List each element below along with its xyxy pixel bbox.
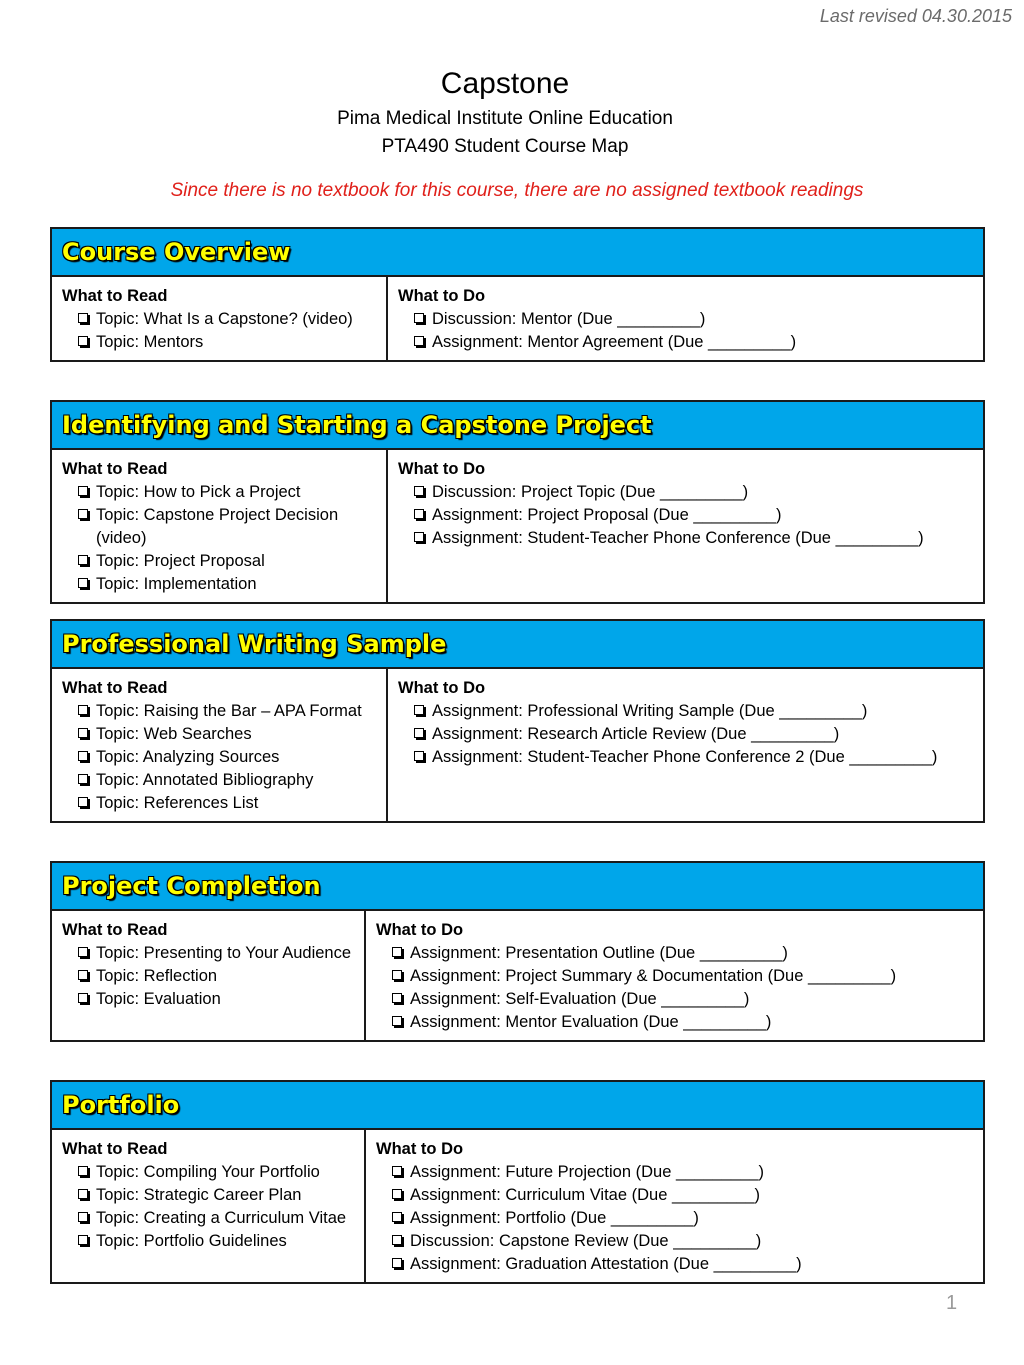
task-item: Discussion: Capstone Review (Due _________) <box>390 1230 973 1253</box>
task-item: Assignment: Future Projection (Due _________) <box>390 1161 973 1184</box>
task-list <box>398 481 973 550</box>
reading-list <box>62 700 376 815</box>
section-title: Course Overview <box>52 229 983 277</box>
what-to-do-heading: What to Do <box>398 287 486 305</box>
task-item: Assignment: Research Article Review (Due _________) <box>412 723 973 746</box>
reading-item: Topic: Evaluation <box>76 988 354 1011</box>
reading-item: Topic: Presenting to Your Audience <box>76 942 354 965</box>
institution-name: Pima Medical Institute Online Education <box>337 108 673 129</box>
section-body <box>52 1130 983 1282</box>
last-revised-date: Last revised 04.30.2015 <box>819 6 1012 26</box>
reading-item: Topic: Strategic Career Plan <box>76 1184 354 1207</box>
reading-item: Topic: References List <box>76 792 376 815</box>
section-title: Project Completion <box>52 863 983 911</box>
reading-item: Topic: Raising the Bar – APA Format <box>76 700 376 723</box>
task-item: Assignment: Graduation Attestation (Due _________) <box>390 1253 973 1276</box>
reading-item: Topic: How to Pick a Project <box>76 481 376 504</box>
task-item: Discussion: Mentor (Due _________) <box>412 308 973 331</box>
section-5 <box>50 1080 985 1284</box>
what-to-read-heading: What to Read <box>62 679 168 697</box>
reading-list <box>62 1161 354 1253</box>
task-item: Assignment: Project Summary & Documentation (Due _________) <box>390 965 973 988</box>
task-item: Assignment: Presentation Outline (Due _________) <box>390 942 973 965</box>
section-2 <box>50 400 985 604</box>
what-to-read-column <box>52 911 366 1040</box>
task-item: Assignment: Mentor Evaluation (Due _________) <box>390 1011 973 1034</box>
what-to-read-heading: What to Read <box>62 460 168 478</box>
task-item: Assignment: Student-Teacher Phone Conference 2 (Due _________) <box>412 746 973 769</box>
task-list <box>376 1161 973 1276</box>
task-item: Discussion: Project Topic (Due _________) <box>412 481 973 504</box>
what-to-do-heading: What to Do <box>376 1140 464 1158</box>
task-item: Assignment: Student-Teacher Phone Conference (Due _________) <box>412 527 973 550</box>
what-to-do-heading: What to Do <box>398 679 486 697</box>
task-list <box>398 308 973 354</box>
reading-item: Topic: Analyzing Sources <box>76 746 376 769</box>
task-item: Assignment: Self-Evaluation (Due _________) <box>390 988 973 1011</box>
textbook-notice: Since there is no textbook for this course, there are no assigned textbook readings <box>170 180 864 201</box>
reading-item: Topic: Compiling Your Portfolio <box>76 1161 354 1184</box>
what-to-read-column <box>52 450 388 602</box>
what-to-read-column <box>52 277 388 360</box>
what-to-read-heading: What to Read <box>62 1140 168 1158</box>
what-to-do-column <box>388 450 983 602</box>
task-item: Assignment: Project Proposal (Due _________) <box>412 504 973 527</box>
reading-item: Topic: Capstone Project Decision (video) <box>76 504 376 550</box>
what-to-read-column <box>52 669 388 821</box>
what-to-read-heading: What to Read <box>62 287 168 305</box>
reading-list <box>62 942 354 1011</box>
task-item: Assignment: Curriculum Vitae (Due _________) <box>390 1184 973 1207</box>
what-to-read-column <box>52 1130 366 1282</box>
what-to-do-column <box>388 277 983 360</box>
reading-item: Topic: Reflection <box>76 965 354 988</box>
reading-item: Topic: Mentors <box>76 331 376 354</box>
what-to-do-heading: What to Do <box>376 921 464 939</box>
section-title: Identifying and Starting a Capstone Project <box>52 402 983 450</box>
task-item: Assignment: Portfolio (Due _________) <box>390 1207 973 1230</box>
reading-item: Topic: Portfolio Guidelines <box>76 1230 354 1253</box>
page-title: Capstone <box>440 67 570 100</box>
what-to-do-column <box>366 911 983 1040</box>
section-body <box>52 669 983 821</box>
section-title: Professional Writing Sample <box>52 621 983 669</box>
reading-list <box>62 481 376 596</box>
section-3 <box>50 619 985 823</box>
reading-item: Topic: Implementation <box>76 573 376 596</box>
section-1 <box>50 227 985 362</box>
reading-list <box>62 308 376 354</box>
reading-item: Topic: Annotated Bibliography <box>76 769 376 792</box>
what-to-do-column <box>366 1130 983 1282</box>
page-number: 1 <box>946 1292 958 1314</box>
what-to-do-heading: What to Do <box>398 460 486 478</box>
section-body <box>52 450 983 602</box>
reading-item: Topic: What Is a Capstone? (video) <box>76 308 376 331</box>
reading-item: Topic: Web Searches <box>76 723 376 746</box>
section-4 <box>50 861 985 1042</box>
section-body <box>52 277 983 360</box>
reading-item: Topic: Project Proposal <box>76 550 376 573</box>
what-to-read-heading: What to Read <box>62 921 168 939</box>
task-item: Assignment: Professional Writing Sample (Due _________) <box>412 700 973 723</box>
section-body <box>52 911 983 1040</box>
task-list <box>376 942 973 1034</box>
task-item: Assignment: Mentor Agreement (Due _________) <box>412 331 973 354</box>
section-title: Portfolio <box>52 1082 983 1130</box>
task-list <box>398 700 973 769</box>
what-to-do-column <box>388 669 983 821</box>
reading-item: Topic: Creating a Curriculum Vitae <box>76 1207 354 1230</box>
course-map-title: PTA490 Student Course Map <box>381 136 629 157</box>
